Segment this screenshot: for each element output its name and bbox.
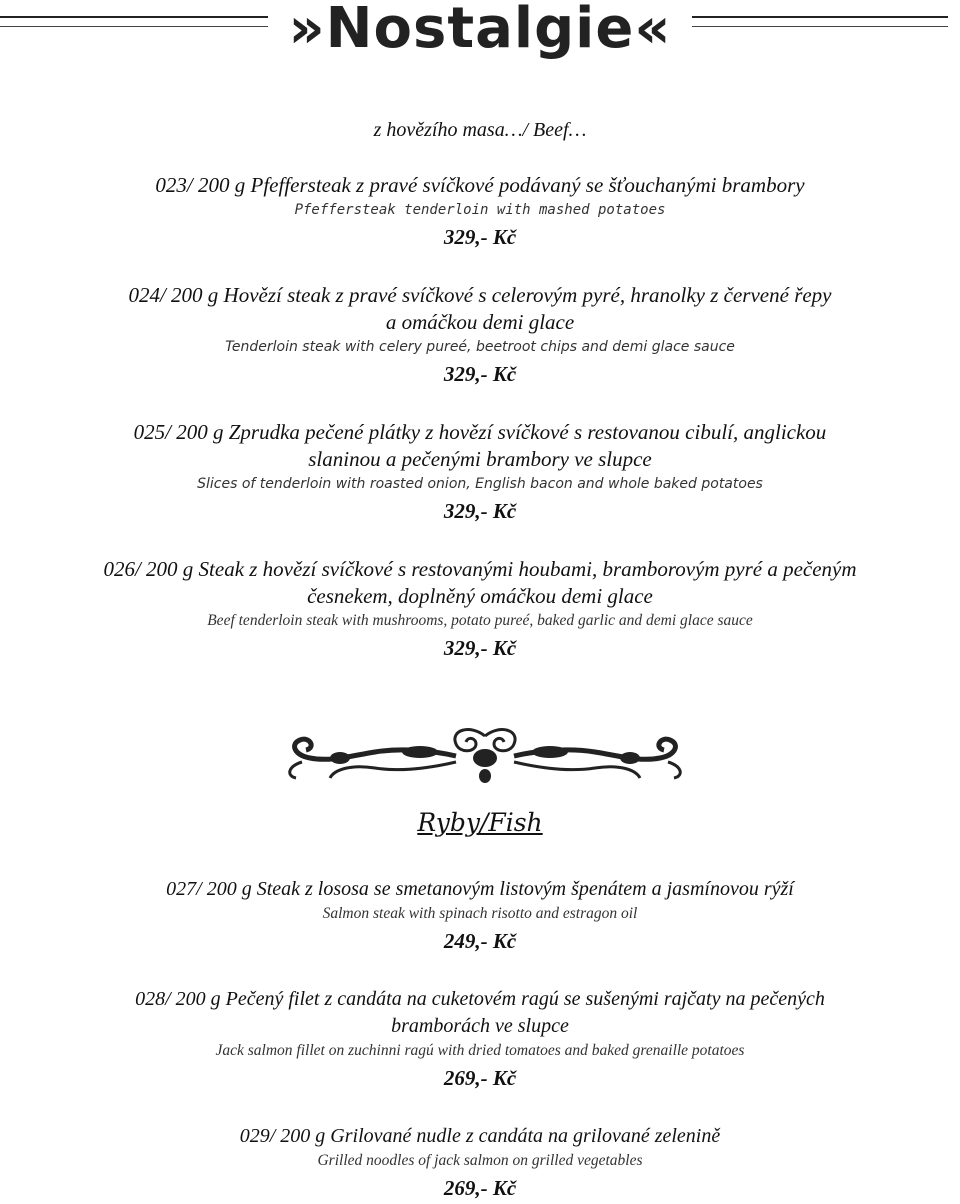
- menu-item-027: [0, 876, 960, 957]
- item-name-cz-line1: 026/ 200 g Steak z hovězí svíčkové s restovanými houbami, bramborovým pyré a pečeným: [103, 557, 857, 581]
- item-name-en: Pfeffersteak tenderloin with mashed potatoes: [294, 202, 666, 218]
- ornament-divider-icon: [280, 722, 690, 788]
- item-price: 269,- Kč: [443, 1066, 517, 1090]
- item-name-cz: 029/ 200 g Grilované nudle z candáta na grilované zelenině: [239, 1125, 721, 1147]
- item-name-cz-line1: 028/ 200 g Pečený filet z candáta na cuketovém ragú se sušenými rajčaty na pečených: [135, 988, 825, 1010]
- brand-title: »Nostalgie«: [288, 0, 672, 61]
- item-name-cz: 027/ 200 g Steak z lososa se smetanovým listovým špenátem a jasmínovou rýží: [166, 878, 794, 900]
- item-name-cz-line1: 025/ 200 g Zprudka pečené plátky z hovězí svíčkové s restovanou cibulí, anglickou: [133, 420, 827, 444]
- item-name-cz-line2: a omáčkou demi glace: [385, 310, 575, 334]
- beef-section-title: z hovězího masa…/ Beef…: [373, 119, 587, 141]
- item-price: 329,- Kč: [443, 362, 517, 386]
- item-name-cz-line1: 024/ 200 g Hovězí steak z pravé svíčkové s celerovým pyré, hranolky z červené řepy: [128, 283, 832, 307]
- item-name-cz: 023/ 200 g Pfeffersteak z pravé svíčkové podávaný se šťouchanými brambory: [155, 173, 805, 197]
- menu-item-028: [0, 986, 960, 1094]
- menu-item-024: [0, 282, 960, 390]
- item-name-cz-line2: bramborách ve slupce: [391, 1015, 569, 1037]
- item-name-en: Slices of tenderloin with roasted onion, English bacon and whole baked potatoes: [197, 476, 763, 492]
- item-price: 329,- Kč: [443, 225, 517, 249]
- item-name-en: Grilled noodles of jack salmon on grilled vegetables: [317, 1152, 643, 1169]
- menu-item-025: [0, 419, 960, 527]
- header: [0, 0, 960, 70]
- item-name-cz-line2: česnekem, doplněný omáčkou demi glace: [307, 584, 653, 608]
- item-name-en: Tenderloin steak with celery pureé, beetroot chips and demi glace sauce: [225, 339, 735, 355]
- item-name-en: Beef tenderloin steak with mushrooms, potato pureé, baked garlic and demi glace sauce: [207, 612, 753, 629]
- menu-item-023: [0, 172, 960, 253]
- item-name-cz-line2: slaninou a pečenými brambory ve slupce: [308, 447, 652, 471]
- item-price: 249,- Kč: [443, 929, 517, 953]
- item-price: 329,- Kč: [443, 499, 517, 523]
- menu-item-029: [0, 1123, 960, 1204]
- menu-item-026: [0, 556, 960, 664]
- item-name-en: Salmon steak with spinach risotto and estragon oil: [322, 905, 638, 922]
- item-price: 329,- Kč: [443, 636, 517, 660]
- item-name-en: Jack salmon fillet on zuchinni ragú with dried tomatoes and baked grenaille potatoes: [215, 1042, 745, 1059]
- item-price: 269,- Kč: [443, 1176, 517, 1200]
- fish-section-title: Ryby/Fish: [417, 808, 543, 837]
